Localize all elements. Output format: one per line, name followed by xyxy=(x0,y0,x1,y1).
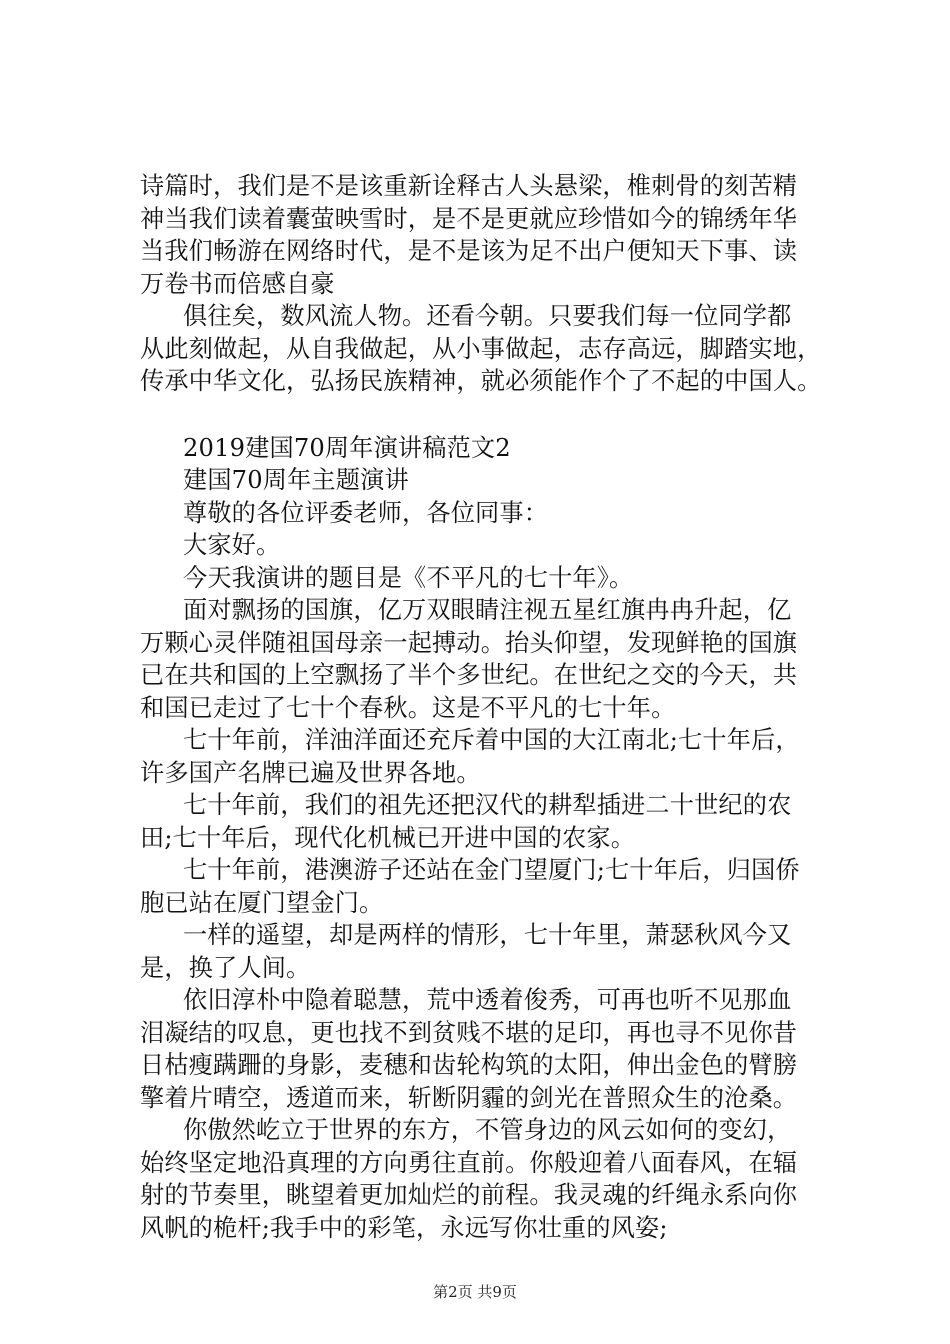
speech-topic: 今天我演讲的题目是《不平凡的七十年》。 xyxy=(183,563,634,592)
paragraph-first-line: 七十年前，洋油洋面还充斥着中国的大江南北;七十年后， xyxy=(183,726,800,754)
greeting: 大家好。 xyxy=(183,531,281,559)
paragraph-first-line: 依旧淳朴中隐着聪慧，荒中透着俊秀，可再也听不见那血 xyxy=(183,986,792,1014)
text-line: 始终坚定地沿真理的方向勇往直前。你般迎着八面春风，在辐 xyxy=(140,1148,798,1177)
paragraph-first-line: 一样的遥望，却是两样的情形，七十年里，萧瑟秋风今又 xyxy=(183,921,792,949)
text-line: 传承中华文化，弘扬民族精神，就必须能作个了不起的中国人。 xyxy=(140,367,822,395)
text-line: 胞已站在厦门望金门。 xyxy=(140,888,384,917)
text-line: 万颗心灵伴随祖国母亲一起搏动。抬头仰望，发现鲜艳的国旗 xyxy=(140,628,798,657)
text-line: 是，换了人间。 xyxy=(140,953,311,982)
paragraph-first-line: 面对飘扬的国旗，亿万双眼睛注视五星红旗冉冉升起，亿 xyxy=(183,596,792,624)
text-line: 诗篇时，我们是不是该重新诠释古人头悬梁，椎刺骨的刻苦精 xyxy=(140,172,798,200)
page-footer xyxy=(0,1282,950,1302)
page-number: 第2页 共9页 xyxy=(433,1283,517,1301)
text-line: 日枯瘦蹒跚的身影，麦穗和齿轮构筑的太阳，伸出金色的臂膀 xyxy=(140,1051,798,1079)
section-title: 2019建国70周年演讲稿范文2 xyxy=(183,433,511,462)
text-line: 神当我们读着囊萤映雪时，是不是更就应珍惜如今的锦绣年华 xyxy=(140,204,798,233)
section-spacer xyxy=(140,398,840,432)
text-line: 风帆的桅杆;我手中的彩笔，永远写你壮重的风姿; xyxy=(140,1213,668,1242)
text-line: 当我们畅游在网络时代，是不是该为足不出户便知天下事、读 xyxy=(140,237,798,265)
text-line: 泪凝结的叹息，更也找不到贫贱不堪的足印，再也寻不见你昔 xyxy=(140,1018,798,1047)
text-line: 射的节奏里，眺望着更加灿烂的前程。我灵魂的纤绳永系向你 xyxy=(140,1181,798,1209)
paragraph-first-line: 七十年前，港澳游子还站在金门望厦门;七十年后，归国侨 xyxy=(183,856,800,884)
text-line: 许多国产名牌已遍及世界各地。 xyxy=(140,758,481,787)
document-body xyxy=(140,170,840,1244)
paragraph-first-line: 俱往矣，数风流人物。还看今朝。只要我们每一位同学都 xyxy=(183,302,792,330)
salutation: 尊敬的各位评委老师，各位同事： xyxy=(183,498,549,527)
paragraph-first-line: 你傲然屹立于世界的东方，不管身边的风云如何的变幻， xyxy=(183,1116,792,1144)
text-line: 万卷书而倍感自豪 xyxy=(140,269,335,298)
text-line: 和国已走过了七十个春秋。这是不平凡的七十年。 xyxy=(140,693,676,722)
text-line: 擎着片晴空，透道而来，斩断阴霾的剑光在普照众生的沧桑。 xyxy=(140,1083,798,1112)
text-line: 已在共和国的上空飘扬了半个多世纪。在世纪之交的今天，共 xyxy=(140,661,798,689)
text-line: 从此刻做起，从自我做起，从小事做起，志存高远，脚踏实地， xyxy=(140,334,822,363)
text-line: 田;七十年后，现代化机械已开进中国的农家。 xyxy=(140,823,636,852)
paragraph-first-line: 七十年前，我们的祖先还把汉代的耕犁插进二十世纪的农 xyxy=(183,791,792,819)
speech-subtitle: 建国70周年主题演讲 xyxy=(183,466,409,494)
